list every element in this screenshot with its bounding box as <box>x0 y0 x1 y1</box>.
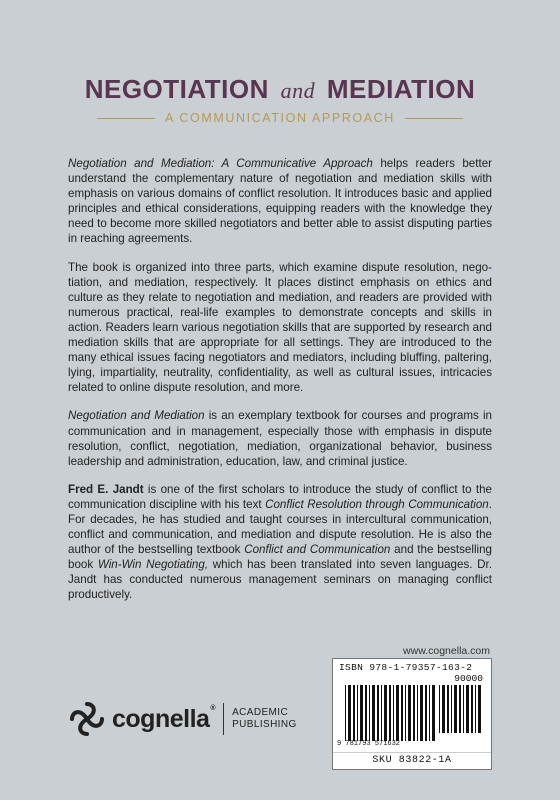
logo-divider <box>223 703 224 735</box>
book-ref-2: Conflict and Communication <box>244 543 391 557</box>
trademark-symbol: ® <box>210 704 216 712</box>
isbn-label: ISBN 978-1-79357-163-2 <box>339 662 473 673</box>
paragraph-text: which has been translated into seven languages. Dr. Jandt has conducted numerous management seminars on managing conflict productively. <box>68 558 492 602</box>
tagline-line-1: ACADEMIC <box>232 707 289 718</box>
paragraph-text: . For decades, he has studied and taught courses in intercultural communication, conflict and communication, and mediation and dispute resolution. He is also the author of the bestselling textbook <box>68 497 492 557</box>
paragraph-text: helps readers better understand the complementary nature of negotiation and mediation skills with emphasis on various domains of conflict resolution. It introduces basic and applied principles and ethical considerations, equipping readers with the knowledge they need to become more skilled negotiators and better able to assist disputing parties in reaching agreements. <box>68 157 492 246</box>
paragraph-overview <box>68 156 492 247</box>
publisher-tagline <box>232 707 297 731</box>
sku-label: SKU 83822-1A <box>333 752 491 766</box>
book-title-italic: Negotiation and Mediation: A Communicative Approach <box>68 157 373 170</box>
book-ref-1: Conflict Resolution through Communication <box>265 497 489 511</box>
book-title <box>0 74 560 105</box>
title-and: and <box>280 78 316 103</box>
subtitle-rule-right <box>405 118 463 119</box>
barcode-panel <box>332 658 492 770</box>
price-code: 90000 <box>454 673 483 684</box>
subtitle-rule-left <box>97 118 155 119</box>
barcode-digits: 9 781793 571632 <box>337 740 401 748</box>
subtitle-row <box>0 111 560 125</box>
book-ref-3: Win-Win Negotiating, <box>97 558 209 572</box>
paragraph-text: is an exemplary textbook for courses and programs in communication and in management, especially those with emphasis in dispute resolution, conflict, negotiation, mediation, organizational behavior, business leadership and administration, education, law, and criminal justice. <box>68 409 492 468</box>
author-name: Fred E. Jandt <box>68 482 144 496</box>
ean-barcode <box>345 685 437 741</box>
title-block <box>0 74 560 125</box>
paragraph-text: and the bestselling book <box>68 543 492 572</box>
title-part1: NEGOTIATION <box>84 74 269 104</box>
book-title-italic: Negotiation and Mediation <box>68 409 205 423</box>
cognella-knot-icon <box>68 700 106 738</box>
book-subtitle: A COMMUNICATION APPROACH <box>165 111 395 125</box>
paragraph-organization: The book is organized into three parts, which examine dispute resolution, negotiation, and mediation, respectively. It places distinct emphasis on ethics and culture as they relate to negotiation and mediation, and readers are provided with numerous practical, real-life examples to demonstrate concepts and skills in action. Readers learn various negotiation skills that are supported by research and mediation skills that are appropriate for all settings. They are introduced to the many ethical issues facing negotiators and mediators, including bluffing, paltering, lying, impartiality, neutrality, confidentiality, as well as cultural issues, intricacies related to online dispute resolution, and more. <box>68 260 492 395</box>
tagline-line-2: PUBLISHING <box>232 719 297 730</box>
price-barcode <box>439 685 481 733</box>
paragraph-author-bio <box>68 482 492 603</box>
paragraph-audience <box>68 408 492 468</box>
publisher-url: www.cognella.com <box>403 645 490 657</box>
title-part2: MEDIATION <box>326 74 476 104</box>
publisher-name <box>112 705 215 734</box>
publisher-name-text: cognella <box>112 704 210 733</box>
paragraph-text: is one of the first scholars to introduce the study of conflict to the communication discipline with his text <box>68 482 492 511</box>
back-cover-description <box>68 156 492 616</box>
publisher-logo <box>68 700 297 738</box>
